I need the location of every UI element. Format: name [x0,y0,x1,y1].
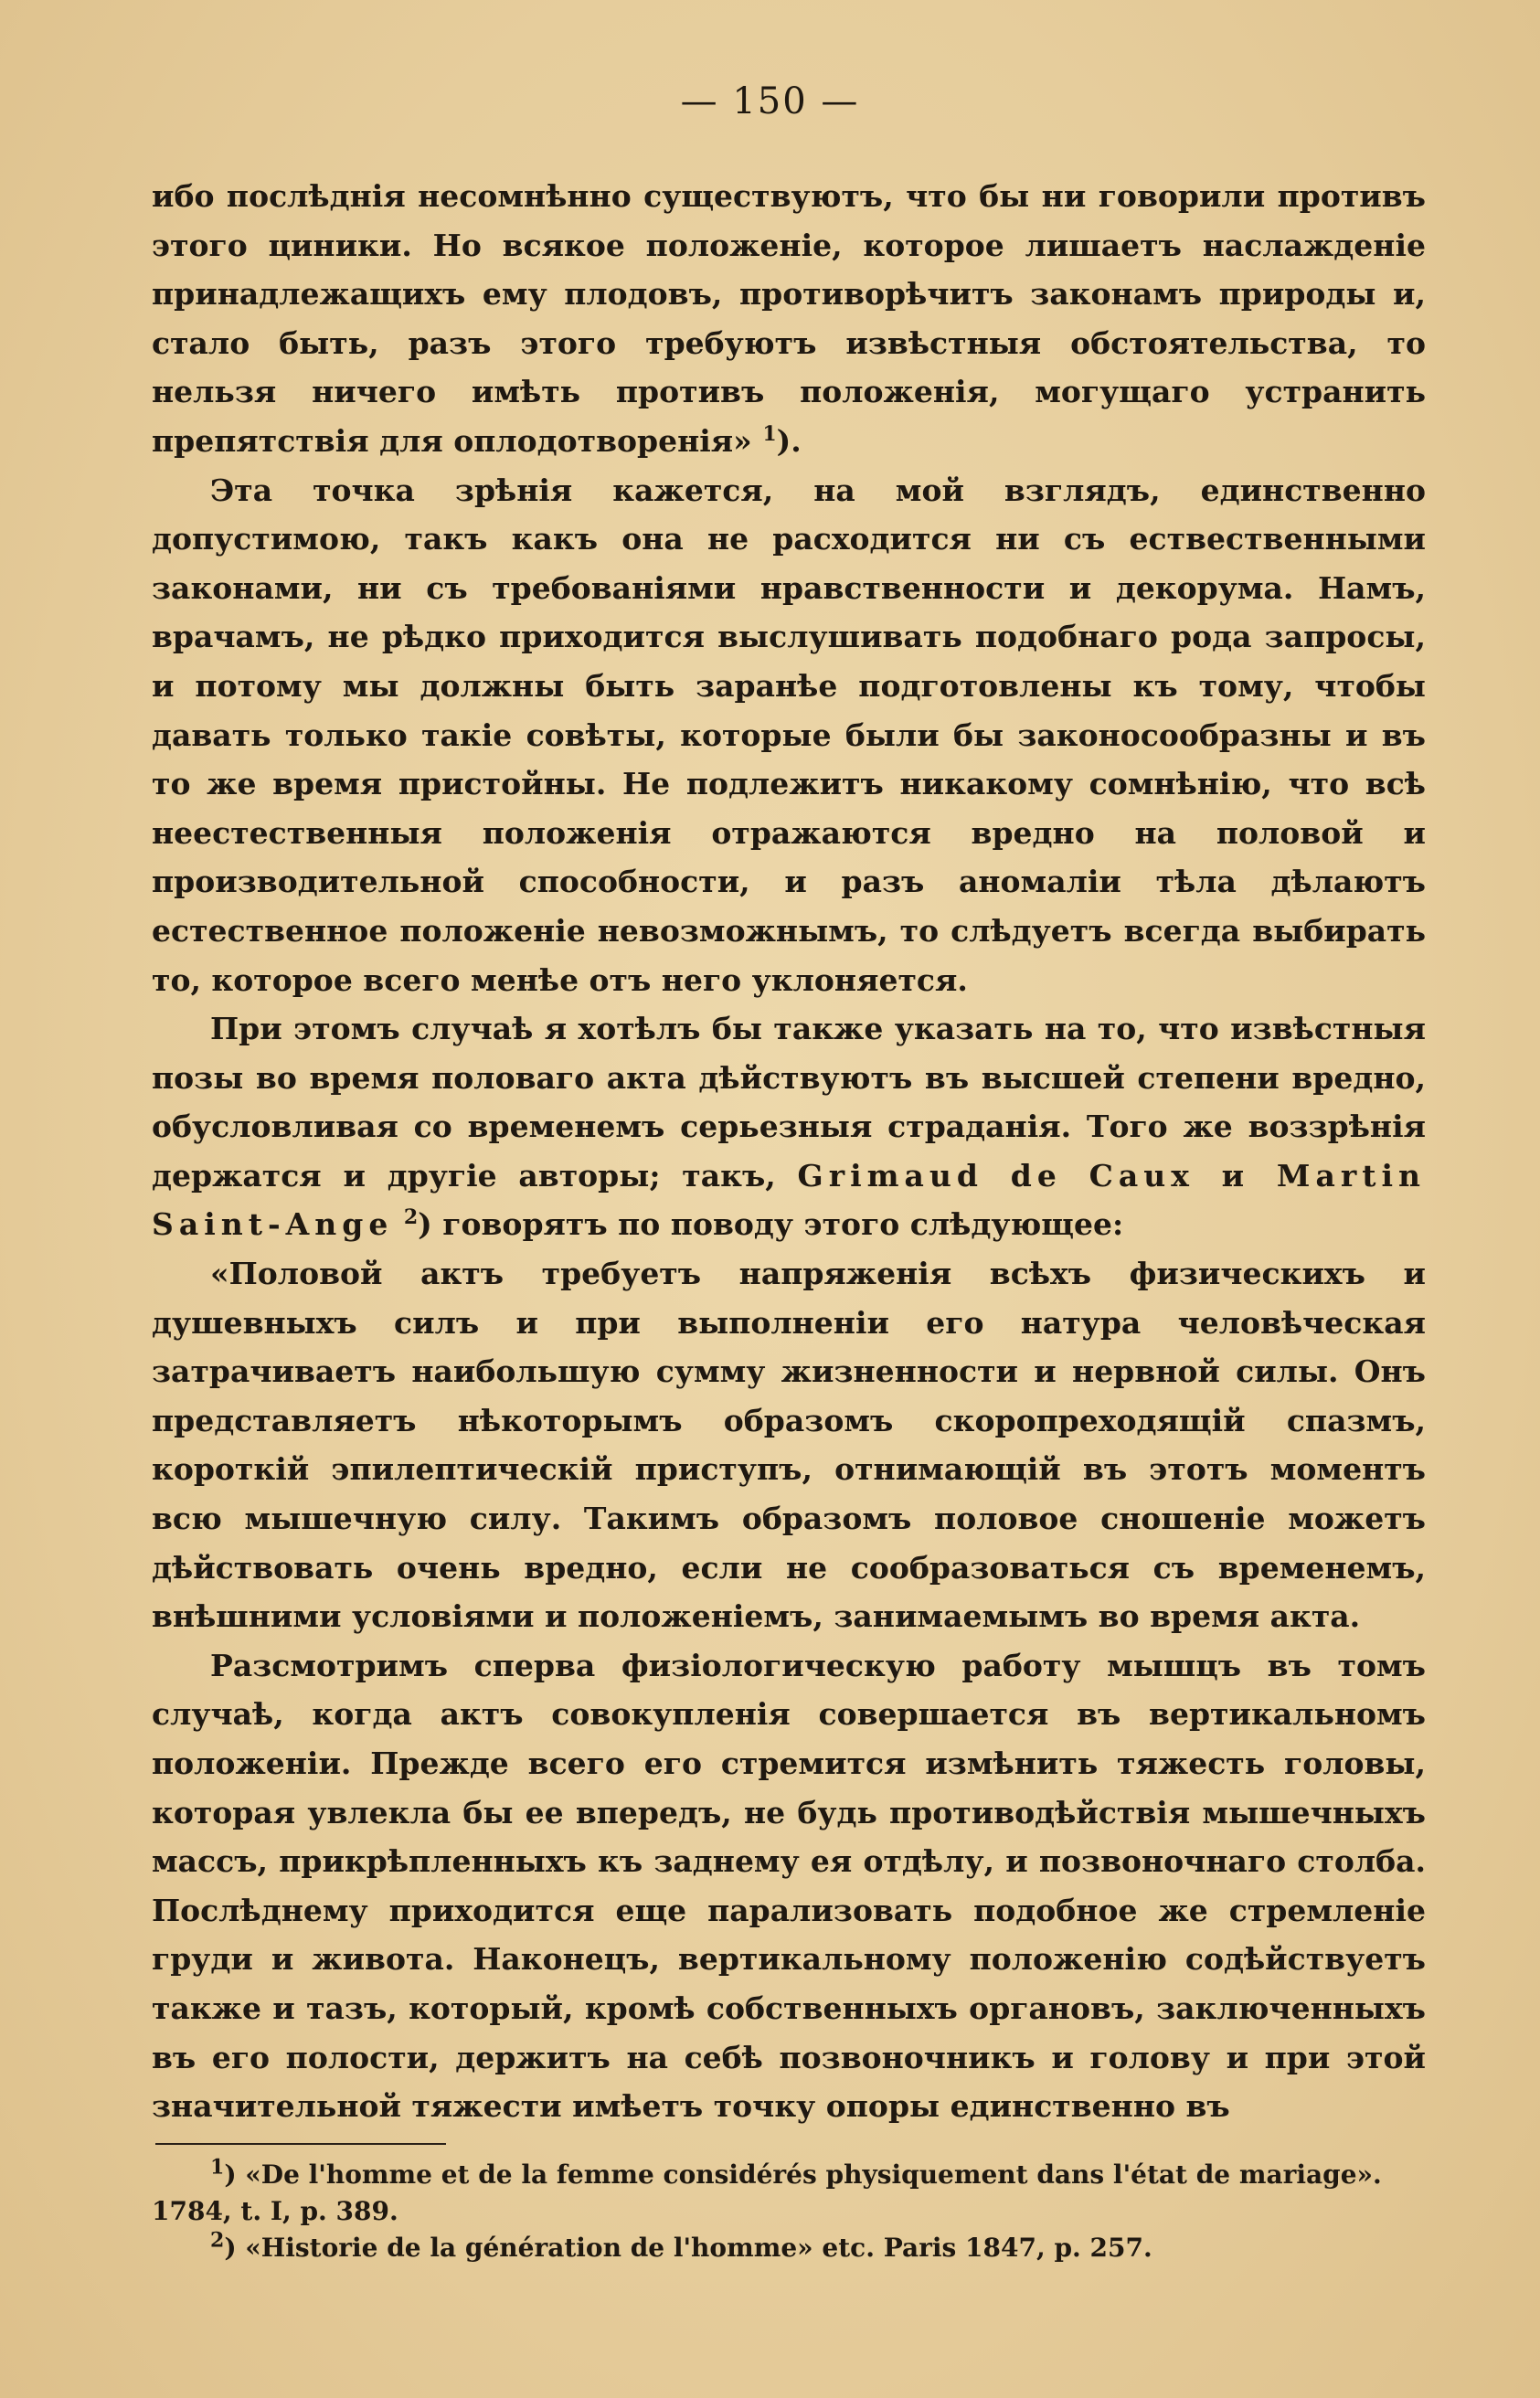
paragraph-3-tail: ) говорятъ по поводу этого слѣдующее: [418,1206,1124,1243]
footnote-1-mark: 1 [210,2155,225,2180]
footnote-ref-2: 2 [403,1205,419,1230]
footnote-2-text: ) «Historie de la génération de l'homme» etc. Paris 1847, p. 257. [224,2233,1152,2263]
footnote-1-continuation: 1784, t. I, p. 389. [152,2196,398,2226]
paragraph-5: Разсмотримъ сперва физіологическую работу мышцъ въ томъ случаѣ, когда актъ совокупленія совершается въ вертикальномъ положеніи. Прежде всего его стремится измѣнить тяжесть головы, которая увлекла бы ее впередъ, не будь противодѣйствія мышечныхъ массъ, прикрѣпленныхъ къ заднему ея отдѣлу, и позвоночнаго столба. Послѣднему приходится еще парализовать подобное же стремленіе груди и живота. Наконецъ, вертикальному положенію содѣйствуетъ также и тазъ, который, кромѣ собственныхъ органовъ, заключенныхъ въ его полости, держитъ на себѣ позвоночникъ и голову и при этой значительной тяжести имѣетъ точку опоры единственно въ [152,1647,1426,2125]
footnote-2-mark: 2 [210,2228,225,2253]
footnote-2 [152,2230,1431,2266]
main-text [152,172,1426,2131]
footnote-divider [155,2143,446,2145]
paragraph-1 [152,172,1426,466]
cited-authors: Grimaud de Caux и Martin Saint-Ange [152,1157,1426,1243]
footnote-1-text: ) «De l'homme et de la femme considérés physiquement dans l'état de mariage». [224,2159,1382,2190]
footnote-1 [152,2157,1431,2193]
footnote-ref-1: 1 [762,421,777,446]
paragraph-2: Эта точка зрѣнія кажется, на мой взглядъ, единственно допустимою, такъ какъ она не расходится ни съ ествественными законами, ни съ требованіями нравственности и декорума. Намъ, врачамъ, не рѣдко приходится выслушивать подобнаго рода запросы, и потому мы должны быть заранѣе подготовлены къ тому, чтобы давать только такіе совѣты, которые были бы законосообразны и въ то же время пристойны. Не подлежитъ никакому сомнѣнію, что всѣ неестественныя положенія отражаются вредно на половой и производительной способности, и разъ аномаліи тѣла дѣлаютъ естественное положеніе невозможнымъ, то слѣдуетъ всегда выбирать то, которое всего менѣе отъ него уклоняется. [152,472,1426,998]
paragraph-3-text: При этомъ случаѣ я хотѣлъ бы также указать на то, что извѣстныя позы во время половаго акта дѣйствуютъ въ высшей степени вредно, обусловливая со временемъ серьезныя страданія. Того же воззрѣнія держатся и другіе авторы; такъ, [152,1011,1426,1194]
footnotes [152,2157,1431,2266]
paragraph-3 [152,1004,1426,1249]
paragraph-1-text: ибо послѣднія несомнѣнно существуютъ, что бы ни говорили противъ этого циники. Но всякое положеніе, которое лишаетъ наслажденіе принадлежащихъ ему плодовъ, противорѣчитъ законамъ природы и, стало быть, разъ этого требуютъ извѣстныя обстоятельства, то нельзя ничего имѣть противъ положенія, могущаго устранить препятствія для оплодотворенія» [152,178,1426,459]
quotation-paragraph: «Половой актъ требуетъ напряженія всѣхъ физическихъ и душевныхъ силъ и при выполненіи его натура человѣческая затрачиваетъ наибольшую сумму жизненности и нервной силы. Онъ представляетъ нѣкоторымъ образомъ скоропреходящій спазмъ, короткій эпилептическій приступъ, отнимающій въ этотъ моментъ всю мышечную силу. Такимъ образомъ половое сношеніе можетъ дѣйствовать очень вредно, если не сообразоваться съ временемъ, внѣшними условіями и положеніемъ, занимаемымъ во время акта. [152,1256,1426,1635]
paragraph-1-tail: ). [776,422,802,459]
page-number: — 150 — [680,80,860,122]
